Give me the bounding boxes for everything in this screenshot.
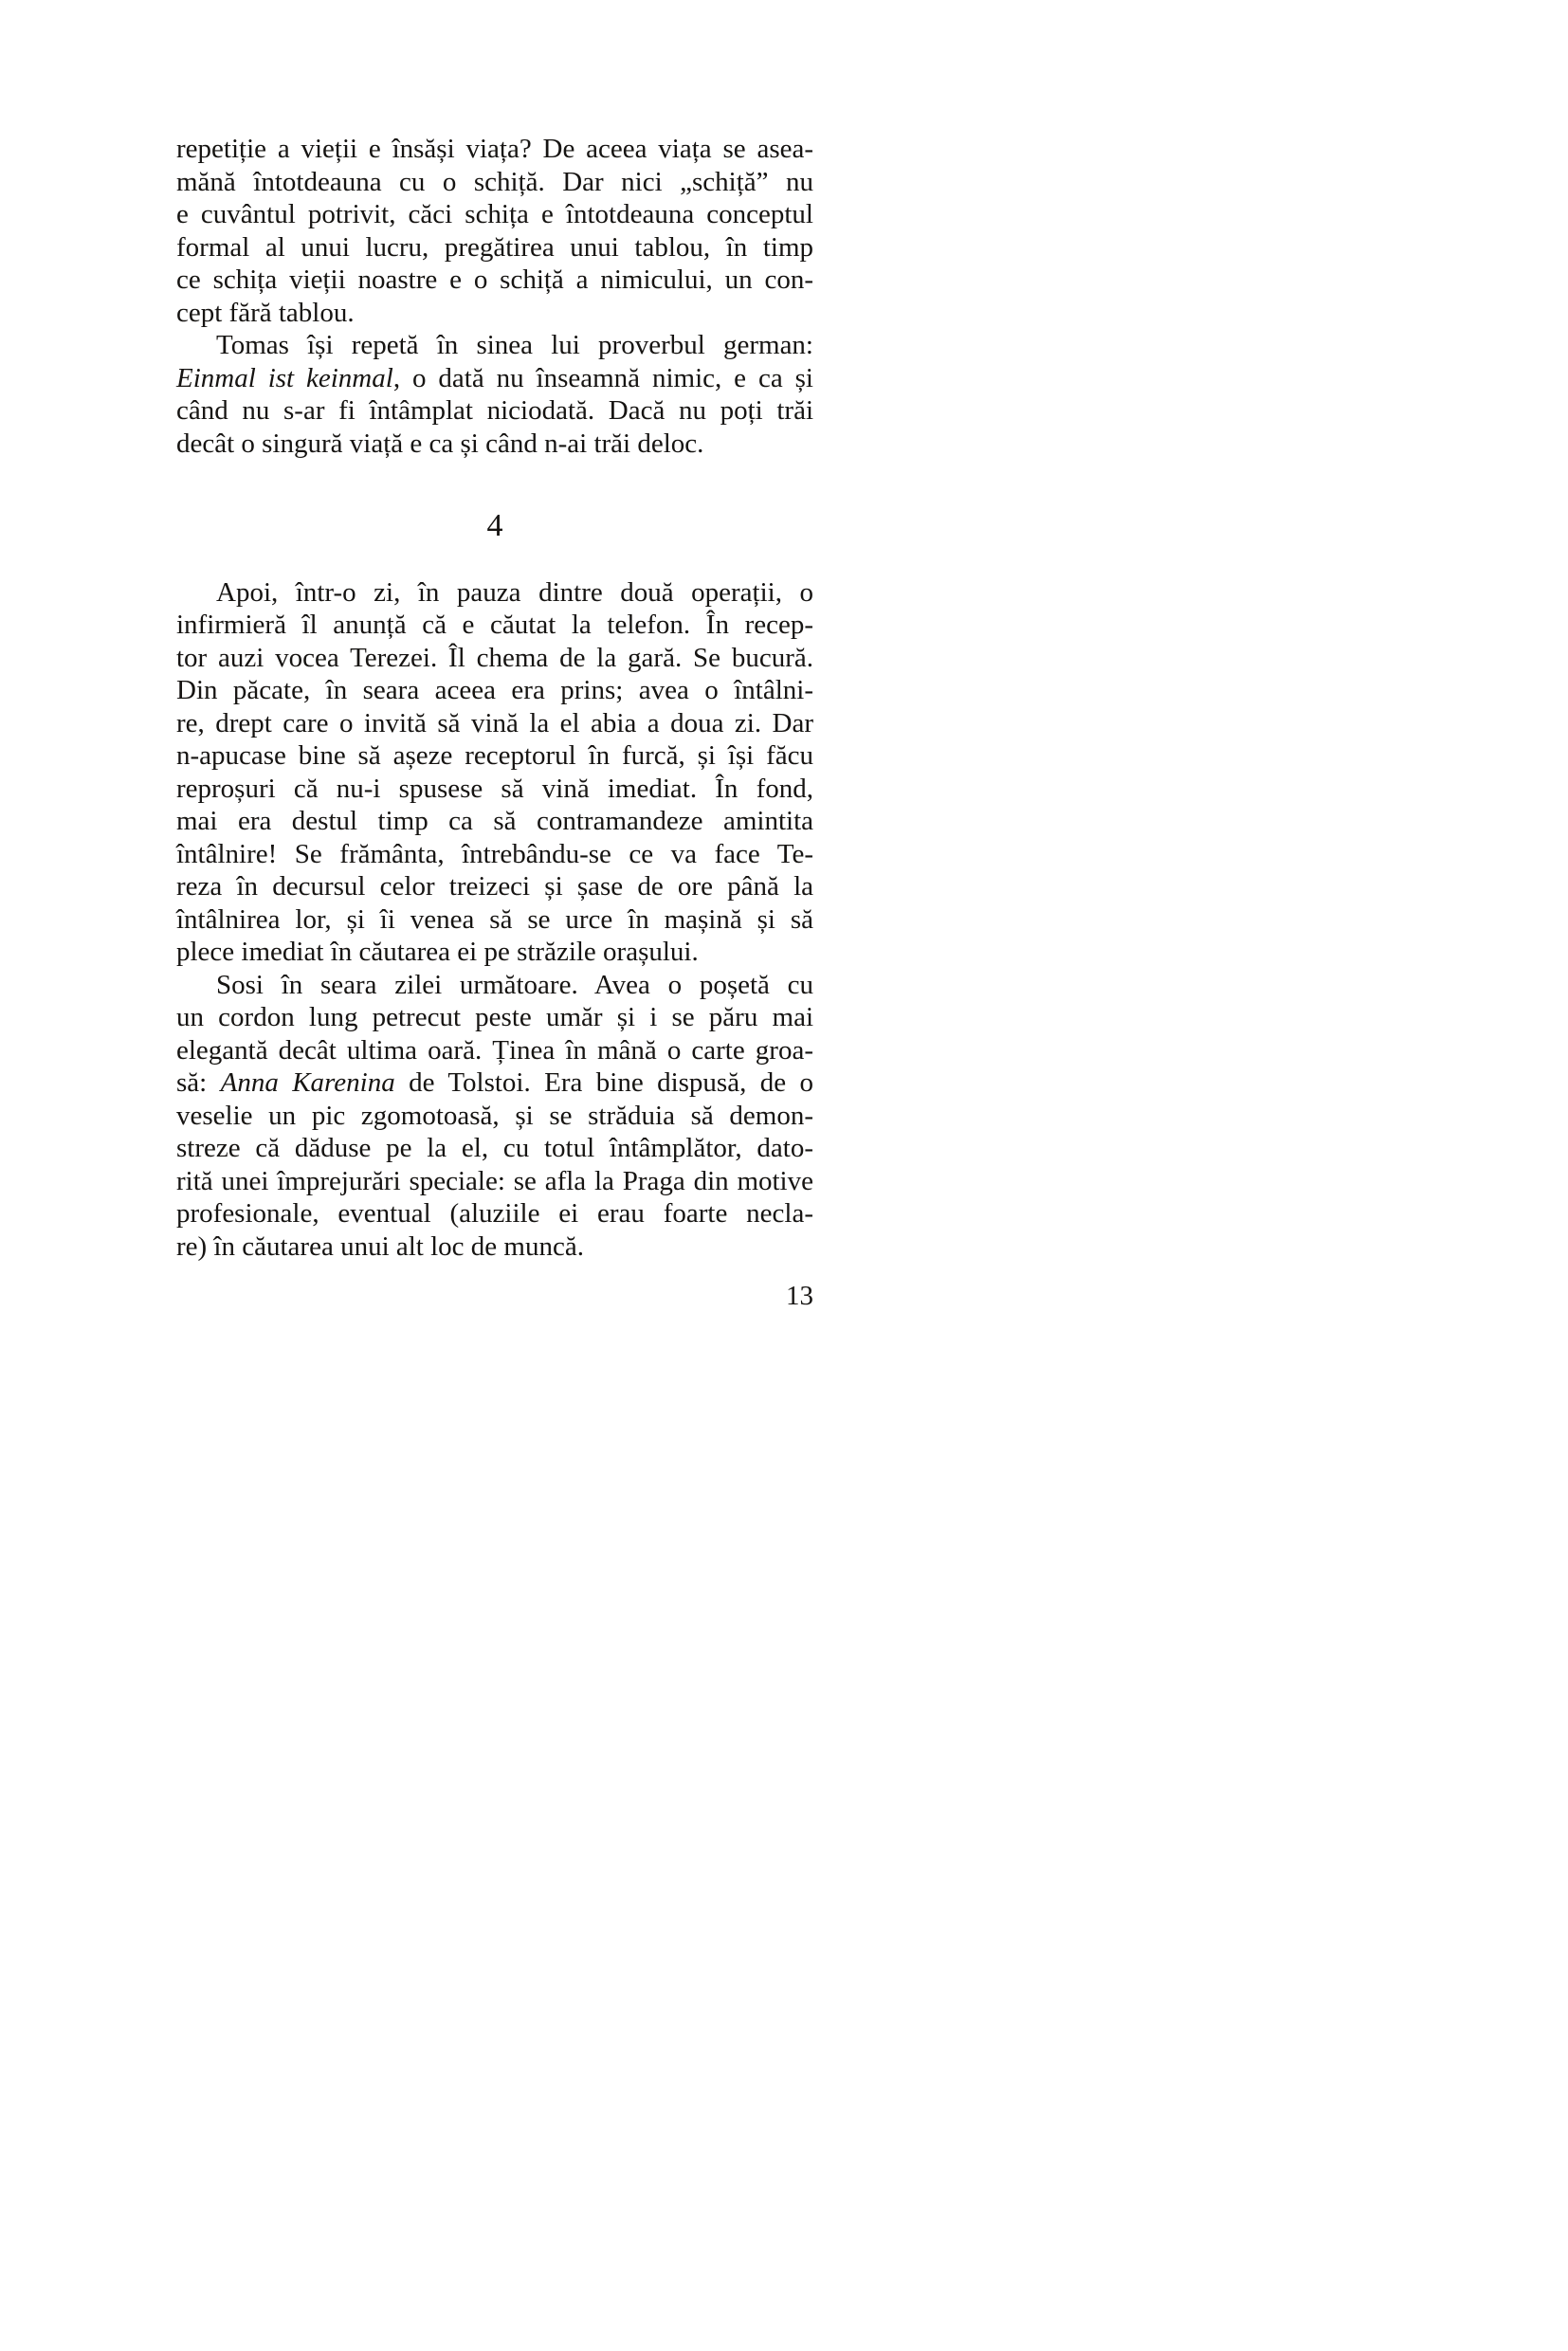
text-segment: ce schița vieții noastre e o schiță a nimicului, un con-: [176, 264, 813, 295]
text-line: [176, 166, 813, 199]
text-segment: când nu s-ar fi întâmplat niciodată. Dacă nu poți trăi: [176, 395, 813, 426]
text-segment: Sosi în seara zilei următoare. Avea o poșetă cu: [216, 969, 813, 1000]
text-line: [176, 936, 813, 969]
text-segment: reza în decursul celor treizeci și șase de ore până la: [176, 871, 813, 902]
text-line: [176, 838, 813, 871]
section-heading: 4: [486, 508, 503, 543]
text-segment: plece imediat în căutarea ei pe străzile orașului.: [176, 937, 699, 967]
text-segment: Din păcate, în seara aceea era prins; avea o întâlni-: [176, 675, 813, 705]
text-segment: un cordon lung petrecut peste umăr și i se păru mai: [176, 1002, 813, 1032]
text-segment: , o dată nu înseamnă nimic, e ca și: [392, 362, 813, 393]
text-line: [176, 1132, 813, 1165]
text-segment: n-apucase bine să așeze receptorul în furcă, și își făcu: [176, 740, 813, 771]
text-segment: Tomas își repetă în sinea lui proverbul german:: [216, 330, 813, 360]
text-segment: infirmieră îl anunță că e căutat la telefon. În recep-: [176, 610, 813, 640]
text-segment: repetiție a vieții e însăși viața? De aceea viața se asea-: [176, 134, 813, 164]
text-segment: streze că dăduse pe la el, cu totul întâmplător, dato-: [176, 1133, 813, 1163]
text-segment: întâlnire! Se frământa, întrebându-se ce va face Te-: [176, 838, 813, 869]
text-line: [176, 1001, 813, 1034]
text-segment: Apoi, într-o zi, în pauza dintre două operații, o: [216, 576, 813, 608]
text-line: [176, 1034, 813, 1067]
text-segment: de Tolstoi. Era bine dispusă, de o: [394, 1067, 813, 1098]
text-segment: mănă întotdeauna cu o schiță. Dar nici „schiță” nu: [176, 166, 813, 197]
text-line: [176, 394, 813, 428]
paragraph: [176, 576, 813, 969]
text-line: [176, 297, 813, 330]
text-block: [176, 133, 813, 1263]
text-segment: e cuvântul potrivit, căci schița e întotdeauna conceptul: [176, 199, 813, 229]
text-line: [176, 1100, 813, 1133]
italic-text: Anna Karenina: [220, 1067, 395, 1098]
paragraph: [176, 133, 813, 329]
text-line: [176, 428, 813, 461]
text-line: [176, 231, 813, 264]
text-line: [176, 739, 813, 773]
paragraph: [176, 969, 813, 1264]
text-segment: întâlnirea lor, și îi venea să se urce în mașină și să: [176, 903, 813, 935]
text-segment: formal al unui lucru, pregătirea unui tablou, în timp: [176, 231, 813, 263]
text-line: [176, 264, 813, 297]
text-segment: decât o singură viață e ca și când n-ai trăi deloc.: [176, 428, 704, 459]
text-segment: profesionale, eventual (aluziile ei erau foarte necla-: [176, 1198, 813, 1229]
text-line: [176, 870, 813, 903]
text-line: [176, 1165, 813, 1198]
page-content: [176, 133, 813, 1313]
text-segment: cept fără tablou.: [176, 297, 355, 328]
text-line: [176, 1197, 813, 1230]
text-line: [176, 609, 813, 642]
text-line: [176, 198, 813, 231]
text-line: [176, 133, 813, 166]
text-line: [176, 1066, 813, 1100]
text-segment: rită unei împrejurări speciale: se afla la Praga din motive: [176, 1165, 813, 1196]
text-segment: veselie un pic zgomotoasă, și se străduia să demon-: [176, 1100, 813, 1131]
text-line: [176, 707, 813, 740]
text-line: [176, 329, 813, 362]
text-line: [176, 903, 813, 937]
page-number: 13: [786, 1281, 813, 1311]
text-line: [176, 362, 813, 395]
italic-text: Einmal ist keinmal: [176, 362, 393, 393]
text-segment: re, drept care o invită să vină la el abia a doua zi. Dar: [176, 707, 813, 738]
text-line: [176, 674, 813, 707]
text-segment: mai era destul timp ca să contramandeze amintita: [176, 806, 813, 836]
text-line: [176, 1230, 813, 1264]
text-segment: tor auzi vocea Terezei. Îl chema de la gară. Se bucură.: [176, 642, 813, 673]
text-segment: să:: [176, 1067, 221, 1098]
text-segment: elegantă decât ultima oară. Ținea în mână o carte groa-: [176, 1034, 813, 1066]
text-line: [176, 642, 813, 675]
paragraph: [176, 329, 813, 460]
text-segment: reproșuri că nu-i spusese să vină imediat. În fond,: [176, 773, 813, 804]
text-line: [176, 576, 813, 610]
text-line: [176, 805, 813, 838]
text-segment: re) în căutarea unui alt loc de muncă.: [176, 1230, 584, 1262]
text-line: [176, 969, 813, 1002]
text-line: [176, 773, 813, 806]
